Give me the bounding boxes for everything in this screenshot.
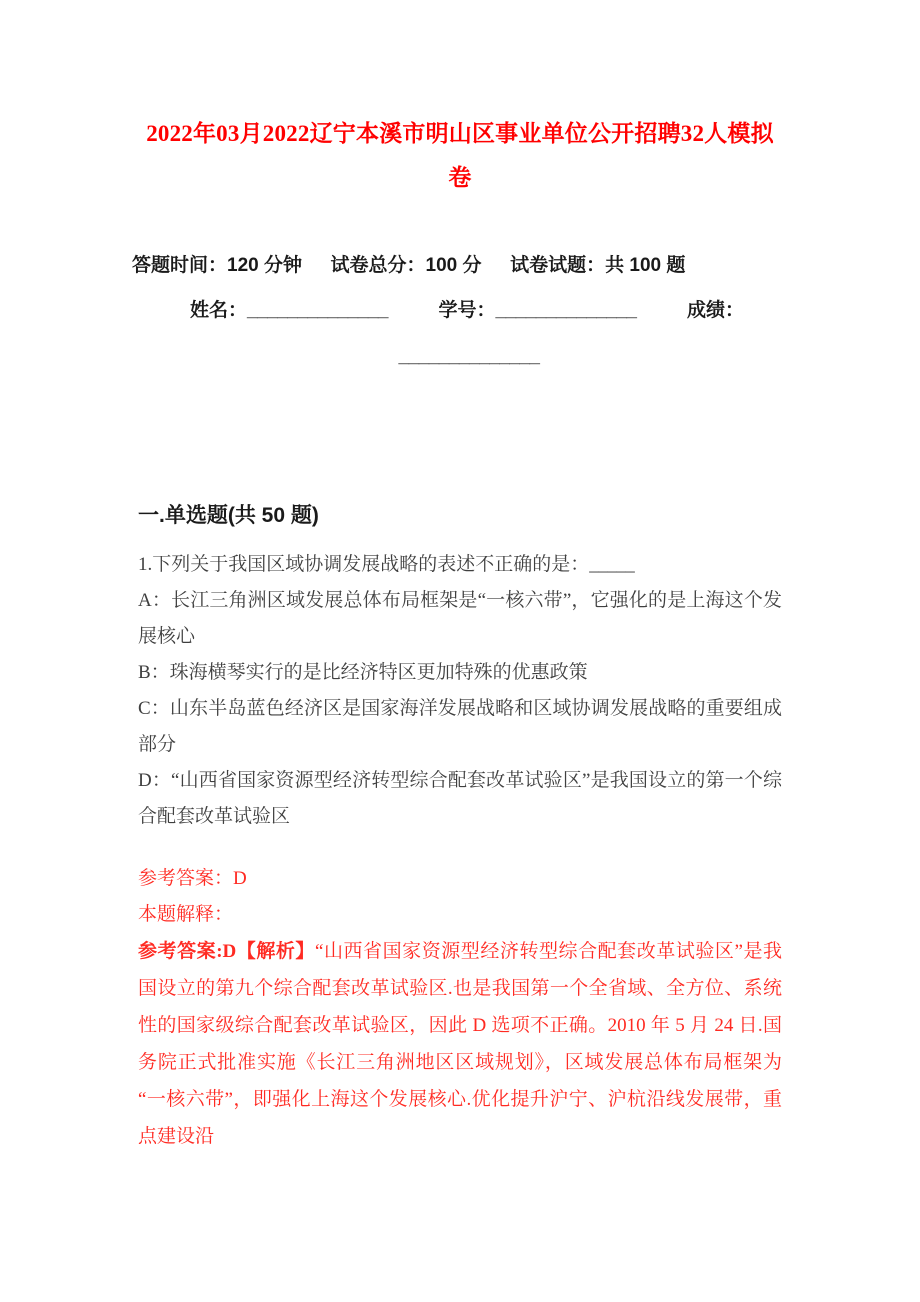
option-d[interactable]: D：“山西省国家资源型经济转型综合配套改革试验区”是我国设立的第一个综合配套改革试验区 [138, 770, 782, 827]
question-stem-text: 1.下列关于我国区域协调发展战略的表述不正确的是： [138, 554, 590, 575]
question-block [138, 547, 782, 835]
exam-meta-fields-line [138, 293, 782, 329]
name-field-blank[interactable]: ______________ [247, 300, 388, 321]
option-b[interactable]: B：珠海横琴实行的是比经济特区更加特殊的优惠政策 [138, 662, 588, 683]
total-score-label: 试卷总分：100 分 [330, 255, 482, 276]
question-stem-blank[interactable]: _____ [589, 554, 635, 575]
answer-block [138, 861, 782, 1155]
option-c[interactable]: C：山东半岛蓝色经济区是国家海洋发展战略和区域协调发展战略的重要组成部分 [138, 698, 782, 755]
explanation-label: 本题解释： [138, 904, 234, 925]
answer-time-label: 答题时间：120 分钟 [132, 255, 302, 276]
page-title: 2022年03月2022辽宁本溪市明山区事业单位公开招聘32人模拟卷 [146, 121, 774, 190]
explanation-paragraph [138, 933, 782, 1155]
student-id-field-blank[interactable]: ______________ [495, 300, 637, 321]
student-id-field-label: 学号： [438, 300, 496, 321]
exam-meta-summary-line [132, 248, 782, 284]
name-field-label: 姓名： [190, 300, 248, 321]
explanation-lead: 参考答案:D【解析】 [138, 941, 315, 962]
question-stem [138, 547, 782, 583]
option-a[interactable]: A：长江三角洲区域发展总体布局框架是“一核六带”，它强化的是上海这个发展核心 [138, 590, 782, 647]
score-field-label: 成绩： [687, 300, 745, 321]
reference-answer: 参考答案：D [138, 868, 247, 889]
explanation-body: “山西省国家资源型经济转型综合配套改革试验区”是我国设立的第九个综合配套改革试验区.也是我国第一个全省域、全方位、系统性的国家级综合配套改革试验区，因此 D 选项不正确。2010 年 5 月 24 日.国务院正式批准实施《长江三角洲地区区域规划》，区域发展总体布局框架为“一核六带”，即强化上海这个发展核心.优化提升沪宁、沪杭沿线发展带，重点建设沿 [138, 941, 782, 1147]
score-field-blank[interactable]: ______________ [398, 346, 540, 367]
section-heading-single-choice: 一.单选题(共 50 题) [138, 504, 319, 527]
question-count-label: 试卷试题：共 100 题 [510, 255, 686, 276]
exam-meta-block [132, 248, 782, 375]
